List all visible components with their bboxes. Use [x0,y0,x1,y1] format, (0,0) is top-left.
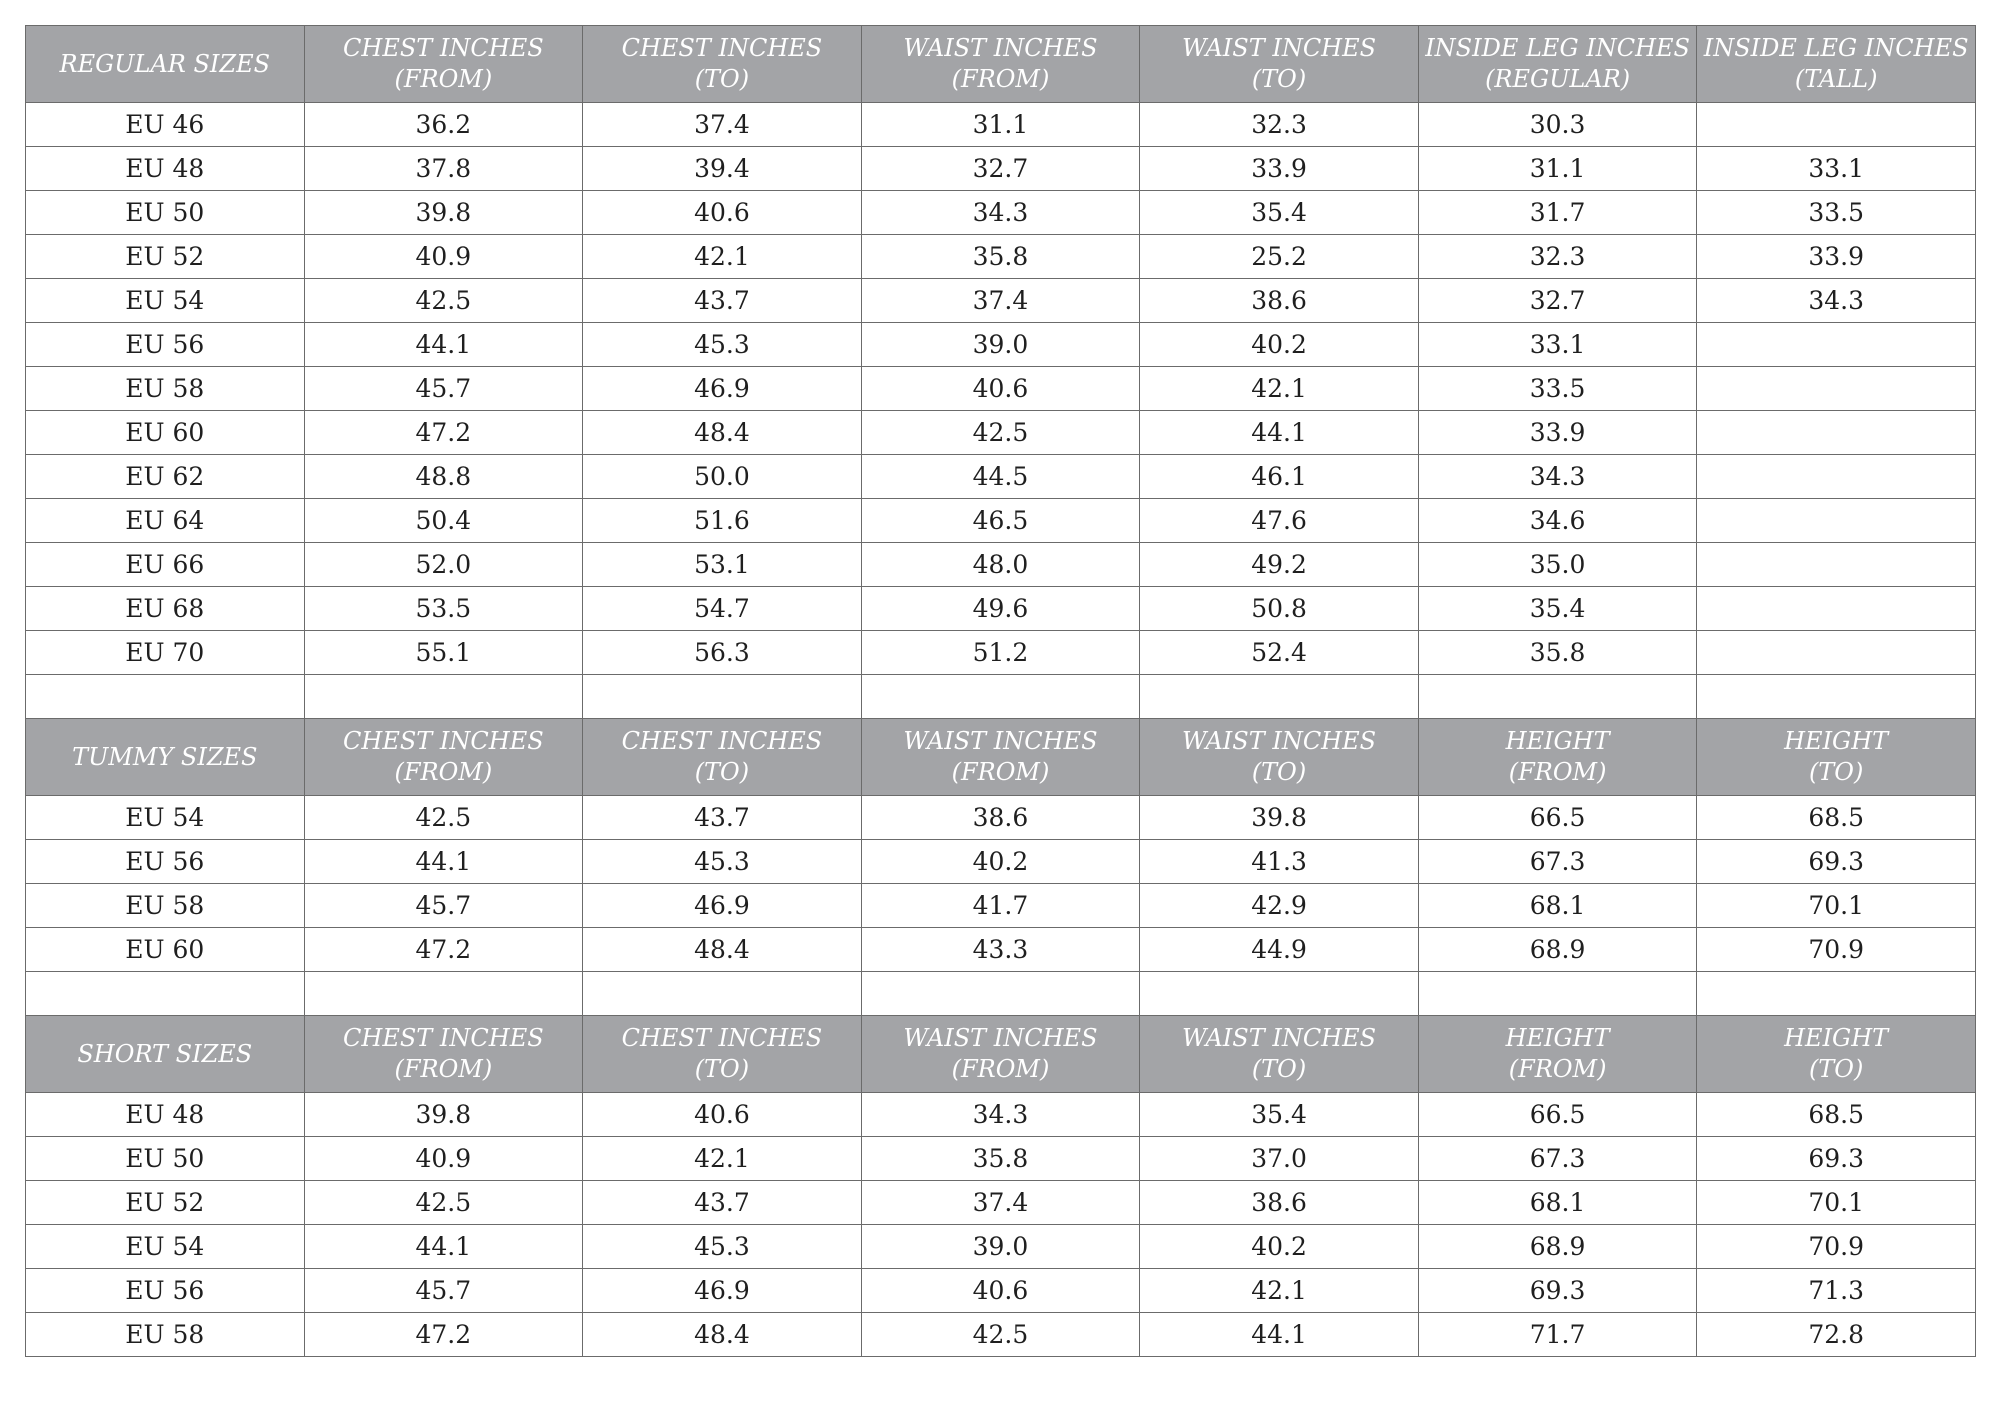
column-header-label: SHORT SIZES [77,1039,253,1068]
size-label-cell: EU 58 [26,884,305,928]
table-row [26,411,1976,455]
column-header-sublabel: (TO) [1808,758,1864,786]
measurement-cell: 42.5 [304,796,583,840]
measurement-cell: 42.1 [1140,1269,1419,1313]
table-row [26,147,1976,191]
measurement-cell: 35.8 [861,1137,1140,1181]
size-label-cell: EU 68 [26,587,305,631]
measurement-cell: 46.5 [861,499,1140,543]
table-row [26,796,1976,840]
measurement-cell: 44.1 [304,323,583,367]
column-header-sublabel: (TO) [694,1055,750,1083]
size-label-cell: EU 50 [26,191,305,235]
table-row [26,367,1976,411]
column-header [1697,719,1976,796]
measurement-cell: 42.5 [861,411,1140,455]
measurement-cell: 33.9 [1418,411,1697,455]
measurement-cell: 45.3 [583,1225,862,1269]
measurement-cell: 35.0 [1418,543,1697,587]
column-header-label: INSIDE LEG INCHES [1425,34,1690,62]
column-header-sublabel: (FROM) [951,758,1050,786]
measurement-cell: 49.6 [861,587,1140,631]
size-label-cell: EU 62 [26,455,305,499]
short-sizes-header-row [26,1016,1976,1093]
size-chart-body [26,26,1976,1357]
measurement-cell: 68.1 [1418,1181,1697,1225]
measurement-cell: 43.3 [861,928,1140,972]
measurement-cell: 37.4 [861,279,1140,323]
measurement-cell: 68.5 [1697,1093,1976,1137]
measurement-cell [1697,103,1976,147]
column-header-sublabel: (FROM) [394,1055,493,1083]
measurement-cell: 32.3 [1140,103,1419,147]
measurement-cell: 31.7 [1418,191,1697,235]
measurement-cell: 30.3 [1418,103,1697,147]
size-label-cell: EU 48 [26,147,305,191]
column-header [1140,719,1419,796]
column-header [861,26,1140,103]
measurement-cell: 69.3 [1697,840,1976,884]
measurement-cell: 37.4 [583,103,862,147]
column-header-label: CHEST INCHES [343,34,544,62]
empty-cell [304,675,583,719]
empty-cell [583,675,862,719]
measurement-cell [1697,587,1976,631]
measurement-cell: 40.6 [583,1093,862,1137]
column-header-label: INSIDE LEG INCHES [1703,34,1969,62]
tummy-sizes-header-row [26,719,1976,796]
size-label-cell: EU 54 [26,1225,305,1269]
measurement-cell: 53.1 [583,543,862,587]
size-label-cell: EU 56 [26,323,305,367]
measurement-cell: 39.8 [304,1093,583,1137]
measurement-cell: 53.5 [304,587,583,631]
empty-cell [26,972,305,1016]
table-row [26,587,1976,631]
measurement-cell: 42.5 [304,279,583,323]
column-header [1140,26,1419,103]
size-label-cell: EU 48 [26,1093,305,1137]
empty-cell [861,675,1140,719]
measurement-cell: 44.1 [304,840,583,884]
column-header-label: WAIST INCHES [903,1024,1098,1052]
measurement-cell: 55.1 [304,631,583,675]
column-header-label: CHEST INCHES [621,1024,823,1052]
column-header [1418,719,1697,796]
measurement-cell: 38.6 [861,796,1140,840]
column-header-label: HEIGHT [1784,727,1889,755]
measurement-cell: 31.1 [1418,147,1697,191]
measurement-cell: 32.7 [1418,279,1697,323]
measurement-cell: 68.9 [1418,1225,1697,1269]
column-header-sublabel: (FROM) [1508,1055,1607,1083]
measurement-cell: 33.5 [1418,367,1697,411]
table-row [26,235,1976,279]
measurement-cell: 71.7 [1418,1313,1697,1357]
measurement-cell: 48.4 [583,1313,862,1357]
measurement-cell: 51.6 [583,499,862,543]
measurement-cell: 35.4 [1140,191,1419,235]
measurement-cell: 44.5 [861,455,1140,499]
empty-cell [1697,675,1976,719]
measurement-cell: 46.9 [583,1269,862,1313]
measurement-cell: 47.2 [304,1313,583,1357]
table-row [26,191,1976,235]
measurement-cell: 51.2 [861,631,1140,675]
measurement-cell: 34.3 [1697,279,1976,323]
size-label-cell: EU 52 [26,235,305,279]
column-header [1418,26,1697,103]
column-header-label: WAIST INCHES [903,34,1098,62]
measurement-cell: 33.5 [1697,191,1976,235]
column-header-sublabel: (TALL) [1794,65,1878,93]
column-header-label: CHEST INCHES [621,34,823,62]
table-row [26,1093,1976,1137]
column-header-label: HEIGHT [1505,1024,1610,1052]
table-row [26,1269,1976,1313]
empty-cell [1140,972,1419,1016]
size-label-cell: EU 60 [26,928,305,972]
measurement-cell: 45.7 [304,884,583,928]
column-header-label: WAIST INCHES [1181,727,1377,755]
measurement-cell [1697,499,1976,543]
measurement-cell: 35.4 [1140,1093,1419,1137]
empty-cell [304,972,583,1016]
measurement-cell: 40.6 [861,1269,1140,1313]
size-label-cell: EU 70 [26,631,305,675]
column-header-label: CHEST INCHES [343,1024,544,1052]
measurement-cell: 69.3 [1697,1137,1976,1181]
measurement-cell [1697,455,1976,499]
size-label-cell: EU 58 [26,367,305,411]
measurement-cell: 37.4 [861,1181,1140,1225]
measurement-cell: 44.1 [1140,411,1419,455]
measurement-cell: 56.3 [583,631,862,675]
column-header-sublabel: (TO) [1251,65,1307,93]
column-header [861,719,1140,796]
empty-cell [583,972,862,1016]
column-header [304,26,583,103]
empty-cell [1418,972,1697,1016]
column-header [583,719,862,796]
table-row [26,1181,1976,1225]
measurement-cell: 70.1 [1697,884,1976,928]
measurement-cell: 66.5 [1418,1093,1697,1137]
empty-cell [26,675,305,719]
measurement-cell: 48.8 [304,455,583,499]
measurement-cell: 71.3 [1697,1269,1976,1313]
measurement-cell: 35.4 [1418,587,1697,631]
measurement-cell: 46.9 [583,884,862,928]
table-row [26,323,1976,367]
table-row [26,543,1976,587]
section-spacer-row [26,972,1976,1016]
measurement-cell: 39.8 [304,191,583,235]
column-header-label: HEIGHT [1784,1024,1889,1052]
column-header [861,1016,1140,1093]
table-row [26,499,1976,543]
measurement-cell: 46.1 [1140,455,1419,499]
measurement-cell: 48.4 [583,411,862,455]
size-label-cell: EU 52 [26,1181,305,1225]
measurement-cell: 43.7 [583,1181,862,1225]
measurement-cell: 44.1 [304,1225,583,1269]
measurement-cell: 41.3 [1140,840,1419,884]
column-header [583,1016,862,1093]
table-row [26,884,1976,928]
size-label-cell: EU 66 [26,543,305,587]
measurement-cell: 44.9 [1140,928,1419,972]
measurement-cell: 38.6 [1140,1181,1419,1225]
measurement-cell: 47.6 [1140,499,1419,543]
measurement-cell: 39.0 [861,1225,1140,1269]
size-label-cell: EU 54 [26,279,305,323]
measurement-cell: 34.3 [1418,455,1697,499]
measurement-cell: 49.2 [1140,543,1419,587]
measurement-cell: 37.0 [1140,1137,1419,1181]
column-header-sublabel: (FROM) [1508,758,1607,786]
measurement-cell: 33.1 [1418,323,1697,367]
column-header [26,1016,305,1093]
regular-sizes-header-row [26,26,1976,103]
measurement-cell: 42.5 [304,1181,583,1225]
column-header-label: CHEST INCHES [621,727,823,755]
column-header [583,26,862,103]
measurement-cell: 48.4 [583,928,862,972]
measurement-cell: 35.8 [861,235,1140,279]
measurement-cell: 31.1 [861,103,1140,147]
measurement-cell: 37.8 [304,147,583,191]
column-header [26,26,305,103]
table-row [26,840,1976,884]
table-row [26,1225,1976,1269]
measurement-cell: 40.2 [1140,323,1419,367]
measurement-cell: 67.3 [1418,1137,1697,1181]
column-header [1418,1016,1697,1093]
size-label-cell: EU 56 [26,840,305,884]
column-header-label: REGULAR SIZES [59,49,271,78]
measurement-cell: 33.9 [1697,235,1976,279]
size-label-cell: EU 50 [26,1137,305,1181]
table-row [26,279,1976,323]
column-header-sublabel: (FROM) [394,65,493,93]
measurement-cell: 40.6 [861,367,1140,411]
table-row [26,455,1976,499]
column-header-label: WAIST INCHES [1181,34,1377,62]
column-header-sublabel: (TO) [694,65,750,93]
measurement-cell: 44.1 [1140,1313,1419,1357]
measurement-cell [1697,411,1976,455]
size-label-cell: EU 60 [26,411,305,455]
column-header-label: WAIST INCHES [903,727,1098,755]
measurement-cell: 32.7 [861,147,1140,191]
column-header-sublabel: (FROM) [951,65,1050,93]
measurement-cell: 68.5 [1697,796,1976,840]
column-header-sublabel: (TO) [1808,1055,1864,1083]
measurement-cell: 42.5 [861,1313,1140,1357]
measurement-cell: 42.1 [1140,367,1419,411]
column-header [1697,26,1976,103]
size-label-cell: EU 56 [26,1269,305,1313]
measurement-cell: 46.9 [583,367,862,411]
size-chart-table [25,25,1976,1357]
measurement-cell: 42.1 [583,235,862,279]
column-header-label: HEIGHT [1505,727,1610,755]
measurement-cell: 43.7 [583,796,862,840]
measurement-cell: 48.0 [861,543,1140,587]
column-header [26,719,305,796]
measurement-cell: 54.7 [583,587,862,631]
measurement-cell: 34.3 [861,1093,1140,1137]
measurement-cell: 69.3 [1418,1269,1697,1313]
column-header-sublabel: (TO) [1251,758,1307,786]
measurement-cell: 52.4 [1140,631,1419,675]
column-header [1697,1016,1976,1093]
measurement-cell: 45.3 [583,323,862,367]
measurement-cell [1697,543,1976,587]
measurement-cell: 38.6 [1140,279,1419,323]
column-header [1140,1016,1419,1093]
measurement-cell [1697,631,1976,675]
measurement-cell: 41.7 [861,884,1140,928]
measurement-cell: 45.7 [304,1269,583,1313]
measurement-cell: 39.8 [1140,796,1419,840]
measurement-cell: 68.1 [1418,884,1697,928]
column-header-label: WAIST INCHES [1181,1024,1377,1052]
measurement-cell: 47.2 [304,928,583,972]
measurement-cell: 42.1 [583,1137,862,1181]
empty-cell [861,972,1140,1016]
measurement-cell: 39.4 [583,147,862,191]
empty-cell [1140,675,1419,719]
measurement-cell [1697,367,1976,411]
measurement-cell: 40.2 [1140,1225,1419,1269]
measurement-cell: 47.2 [304,411,583,455]
measurement-cell: 45.3 [583,840,862,884]
measurement-cell: 50.4 [304,499,583,543]
measurement-cell: 68.9 [1418,928,1697,972]
size-label-cell: EU 64 [26,499,305,543]
table-row [26,103,1976,147]
empty-cell [1418,675,1697,719]
measurement-cell: 70.9 [1697,1225,1976,1269]
measurement-cell: 70.9 [1697,928,1976,972]
measurement-cell: 67.3 [1418,840,1697,884]
measurement-cell: 36.2 [304,103,583,147]
measurement-cell: 72.8 [1697,1313,1976,1357]
measurement-cell: 45.7 [304,367,583,411]
measurement-cell: 25.2 [1140,235,1419,279]
measurement-cell: 52.0 [304,543,583,587]
measurement-cell: 40.9 [304,1137,583,1181]
measurement-cell: 66.5 [1418,796,1697,840]
table-row [26,1313,1976,1357]
column-header-sublabel: (REGULAR) [1485,65,1631,93]
measurement-cell: 43.7 [583,279,862,323]
measurement-cell: 50.8 [1140,587,1419,631]
size-label-cell: EU 46 [26,103,305,147]
measurement-cell: 39.0 [861,323,1140,367]
column-header-sublabel: (FROM) [394,758,493,786]
column-header-sublabel: (FROM) [951,1055,1050,1083]
measurement-cell: 40.6 [583,191,862,235]
measurement-cell: 34.3 [861,191,1140,235]
table-row [26,1137,1976,1181]
column-header-label: CHEST INCHES [343,727,544,755]
size-label-cell: EU 54 [26,796,305,840]
column-header-label: TUMMY SIZES [72,742,258,771]
measurement-cell: 32.3 [1418,235,1697,279]
empty-cell [1697,972,1976,1016]
measurement-cell: 33.9 [1140,147,1419,191]
column-header-sublabel: (TO) [1251,1055,1307,1083]
measurement-cell: 40.9 [304,235,583,279]
table-row [26,928,1976,972]
measurement-cell: 40.2 [861,840,1140,884]
measurement-cell: 70.1 [1697,1181,1976,1225]
size-label-cell: EU 58 [26,1313,305,1357]
column-header [304,719,583,796]
measurement-cell: 33.1 [1697,147,1976,191]
measurement-cell: 34.6 [1418,499,1697,543]
measurement-cell [1697,323,1976,367]
measurement-cell: 35.8 [1418,631,1697,675]
section-spacer-row [26,675,1976,719]
measurement-cell: 50.0 [583,455,862,499]
column-header [304,1016,583,1093]
table-row [26,631,1976,675]
measurement-cell: 42.9 [1140,884,1419,928]
column-header-sublabel: (TO) [694,758,750,786]
